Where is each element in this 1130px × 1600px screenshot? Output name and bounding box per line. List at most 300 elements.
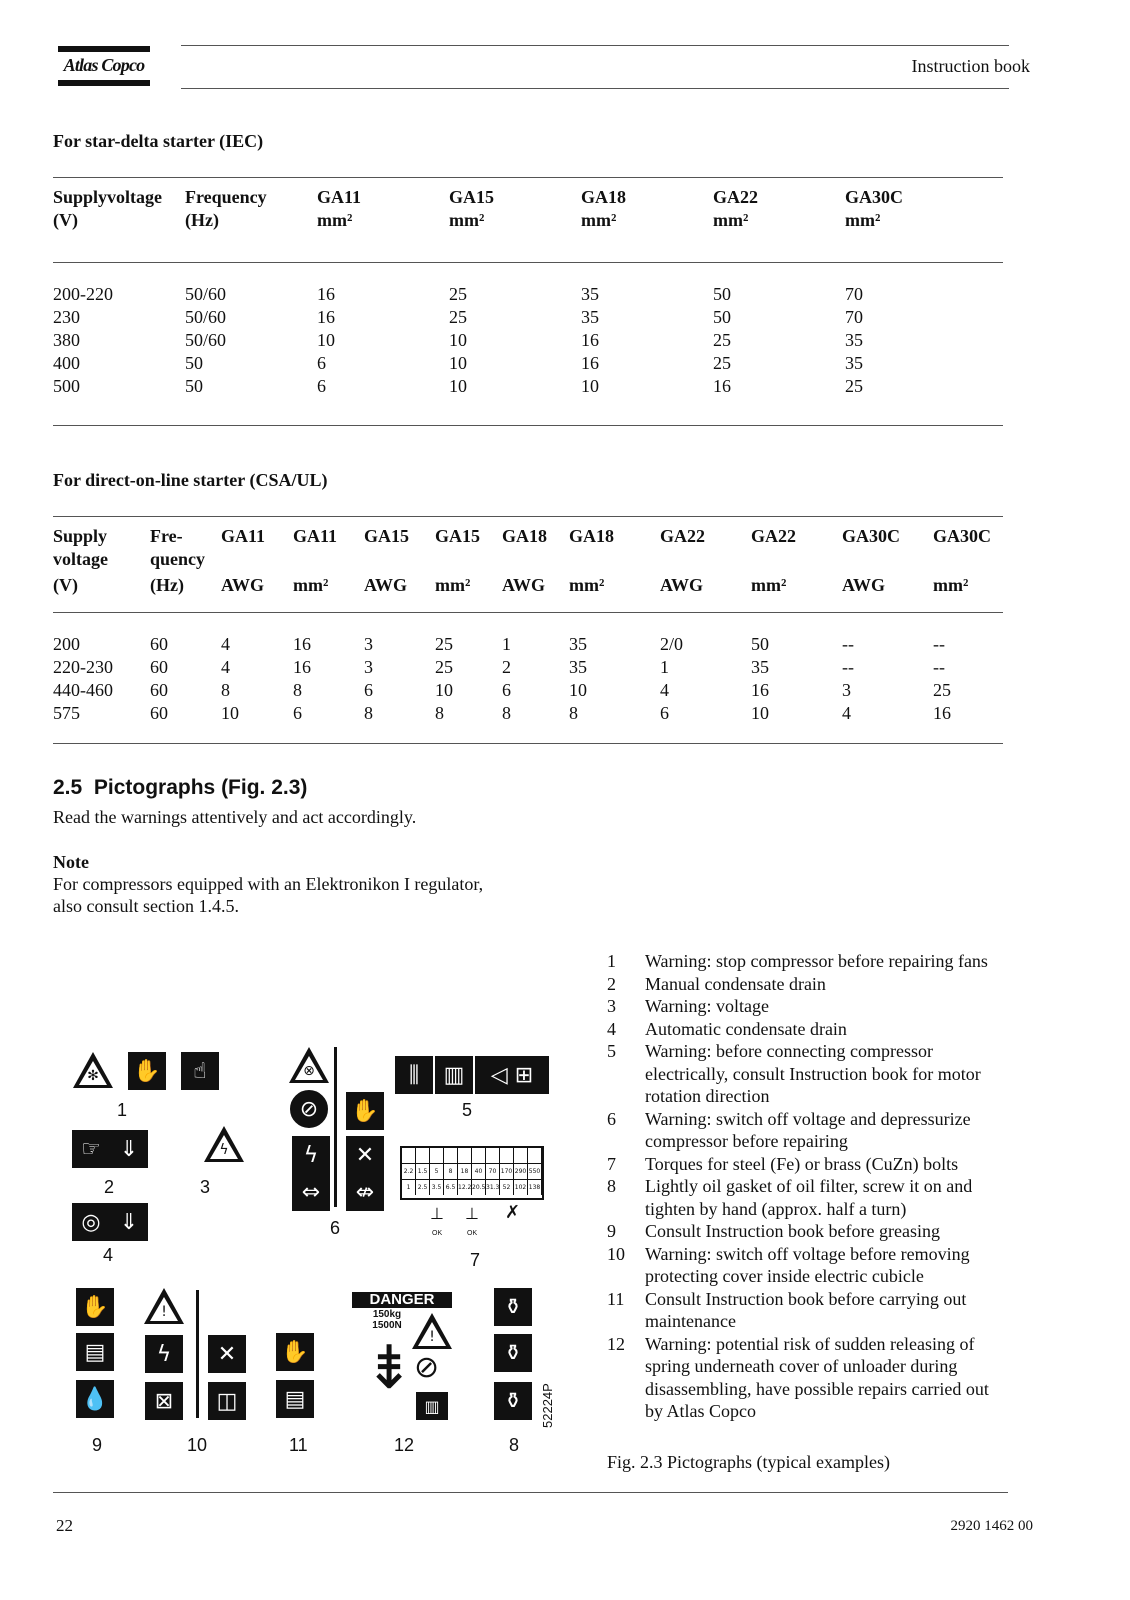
table-cell: 35 [845, 353, 863, 373]
logo-bar-bottom [58, 80, 150, 86]
legend-number: 8 [607, 1176, 616, 1196]
legend-line: Warning: switch off voltage before removing [645, 1243, 970, 1264]
column-header [569, 548, 660, 571]
table-cell: 2/0 [660, 634, 684, 654]
legend-line: Warning: voltage [645, 996, 770, 1016]
table-cell: 16 [293, 657, 311, 677]
column-header: mm² [435, 575, 471, 595]
oil-drop-icon: 💧 [76, 1380, 114, 1418]
column-header: AWG [364, 575, 408, 595]
table-cell: 60 [150, 657, 168, 677]
table-header-row [53, 186, 985, 209]
table-cell: 230 [53, 307, 80, 327]
table-cell: 220-230 [53, 657, 113, 677]
manual-icon: ✋ [346, 1092, 384, 1130]
column-header: mm² [845, 210, 881, 230]
column-header: mm² [317, 210, 353, 230]
table-cell: 35 [569, 634, 587, 654]
torque-cell: 31.3 [486, 1180, 500, 1195]
column-header: GA15 [449, 187, 494, 207]
table-header-row [53, 571, 1003, 597]
legend-text [645, 950, 1025, 973]
column-header: (Hz) [150, 575, 184, 595]
ok-label: OK [467, 1230, 478, 1237]
warning-icon: ! [412, 1313, 452, 1349]
legend-item [605, 973, 1025, 996]
manual-icon: ✋ [76, 1288, 114, 1326]
section-number: 2.5 [53, 776, 83, 799]
table-cell: 35 [581, 307, 599, 327]
legend-item [605, 1108, 1025, 1153]
table-cell: 10 [221, 703, 239, 723]
column-header: GA18 [502, 526, 547, 546]
table-header-row [53, 548, 1003, 571]
table-cell: 16 [581, 353, 599, 373]
book-icon: ▤ [76, 1333, 114, 1371]
column-header: mm² [933, 575, 969, 595]
torque-cell: 550 [528, 1164, 542, 1179]
legend-text [645, 1333, 1025, 1423]
legend-number: 6 [607, 1108, 616, 1129]
column-header [293, 548, 364, 571]
torque-cell: 18 [458, 1164, 472, 1179]
book-icon: ▥ [416, 1392, 448, 1420]
torque-table-icon [400, 1146, 544, 1200]
column-header: GA30C [842, 526, 900, 546]
page-number: 22 [56, 1516, 73, 1535]
legend-text [645, 973, 1025, 996]
table-cell: 3 [364, 657, 373, 677]
table-cell: 16 [317, 284, 335, 304]
table-cell: 35 [845, 330, 863, 350]
torque-cell: 20.5 [472, 1180, 486, 1195]
torque-cell: 3.5 [430, 1180, 444, 1195]
table-cell: 50 [751, 634, 769, 654]
table-row [53, 329, 985, 352]
note-line-2: also consult section 1.4.5. [53, 896, 239, 916]
column-header: voltage [53, 549, 108, 569]
torque-cell: 8 [444, 1164, 458, 1179]
csa-table-header [53, 525, 1003, 597]
table-cell: 10 [449, 330, 467, 350]
torque-cell [528, 1148, 542, 1163]
iec-rule-mid [53, 262, 1003, 263]
table-cell: 16 [713, 376, 731, 396]
legend-line: Consult Instruction book before carrying out [645, 1288, 967, 1309]
legend-item [605, 1040, 1025, 1108]
table-row [53, 283, 985, 306]
legend-line: Warning: before connecting compressor [645, 1041, 933, 1061]
legend-line: electrically, consult Instruction book for motor [645, 1063, 981, 1084]
legend-line: maintenance [645, 1311, 736, 1331]
spring-icon: ⇟ [364, 1334, 415, 1401]
lightning-icon: ϟ [292, 1136, 330, 1174]
table-cell: 575 [53, 703, 80, 723]
table-cell: 70 [845, 284, 863, 304]
legend-item [605, 1288, 1025, 1333]
table-cell: 10 [449, 376, 467, 396]
legend-item [605, 950, 1025, 973]
fig-label-12: 12 [394, 1435, 415, 1455]
table-cell: 25 [449, 307, 467, 327]
lightning-icon: ✕ [208, 1335, 246, 1373]
bolt-not-ok-icon: ✗ [505, 1202, 521, 1222]
table-cell: 8 [502, 703, 511, 723]
column-header: mm² [581, 210, 617, 230]
bolt-ok-icon: ⊥ [465, 1206, 479, 1223]
column-header [751, 548, 842, 571]
table-cell: 3 [364, 634, 373, 654]
legend-number: 1 [607, 951, 616, 971]
column-header [364, 548, 435, 571]
table-cell: 35 [581, 284, 599, 304]
column-header: mm² [449, 210, 485, 230]
danger-value-1: 150kg [372, 1309, 402, 1320]
table-cell: -- [933, 634, 945, 654]
legend-number: 5 [607, 1041, 616, 1061]
legend-number: 10 [607, 1243, 625, 1264]
column-header [842, 548, 933, 571]
torque-cell: 1.5 [416, 1164, 430, 1179]
fan-warning-icon: ⊗ [289, 1047, 329, 1083]
column-header: GA22 [751, 526, 796, 546]
column-header: (V) [53, 210, 78, 230]
column-header: GA11 [221, 526, 266, 546]
fig-label-11: 11 [289, 1435, 308, 1455]
table-cell: 10 [317, 330, 335, 350]
iec-table-body [53, 283, 985, 398]
table-cell: 3 [842, 680, 851, 700]
torque-cell: 138 [528, 1180, 542, 1195]
company-logo: Atlas Copco [63, 55, 145, 75]
fig-label-9: 9 [92, 1435, 103, 1455]
table-cell: 440-460 [53, 680, 113, 700]
column-header: GA15 [364, 526, 409, 546]
torque-cell: 1 [402, 1180, 416, 1195]
bolt-icon: ⇎ [346, 1173, 384, 1211]
legend-line: by Atlas Copco [645, 1401, 756, 1421]
table-cell: 50 [713, 307, 731, 327]
lightning-icon: ✕ [346, 1136, 384, 1174]
fig-label-6: 6 [330, 1218, 341, 1238]
column-header: AWG [660, 575, 704, 595]
table-cell: 16 [317, 307, 335, 327]
legend-text [645, 1018, 1025, 1041]
table-cell: 4 [221, 657, 230, 677]
column-header: GA15 [435, 526, 480, 546]
column-header: GA22 [713, 187, 758, 207]
table-cell: 25 [435, 657, 453, 677]
table-cell: 35 [569, 657, 587, 677]
pictograph-legend [605, 950, 1025, 1423]
table-cell: 16 [293, 634, 311, 654]
no-entry-icon: ⊘ [414, 1351, 440, 1384]
fan-warning-icon: ✻ [73, 1052, 113, 1088]
table-cell: 25 [713, 353, 731, 373]
table-cell: 8 [364, 703, 373, 723]
lightning-icon: ϟ [145, 1335, 183, 1373]
divider-line [334, 1047, 337, 1207]
legend-text [645, 1175, 1025, 1220]
table-cell: 8 [569, 703, 578, 723]
column-header [933, 548, 1003, 571]
torque-cell: 102 [514, 1180, 528, 1195]
oil-filter-icon: ⚱ [494, 1288, 532, 1326]
hand-icon: ☞ [72, 1130, 110, 1168]
legend-line: compressor before repairing [645, 1131, 848, 1151]
iec-rule-bottom [53, 425, 1003, 426]
voltage-warning-icon: ! [144, 1288, 184, 1324]
oil-filter-icon: ⚱ [494, 1334, 532, 1372]
table-cell: 380 [53, 330, 80, 350]
divider-line [196, 1290, 199, 1418]
column-header: mm² [293, 575, 329, 595]
cover-removal-icon: ⊠ [145, 1382, 183, 1420]
legend-text [645, 1108, 1025, 1153]
table-cell: 50 [713, 284, 731, 304]
table-cell: 1 [502, 634, 511, 654]
table-cell: 8 [293, 680, 302, 700]
bolt-icon: ⇔ [292, 1173, 330, 1211]
table-row [53, 633, 1003, 656]
table-header-row [53, 209, 985, 232]
legend-text [645, 1288, 1025, 1333]
torque-cell [416, 1148, 430, 1163]
table-cell: 25 [845, 376, 863, 396]
column-header: AWG [502, 575, 546, 595]
legend-line: Automatic condensate drain [645, 1018, 847, 1039]
column-header: mm² [713, 210, 749, 230]
legend-line: Lightly oil gasket of oil filter, screw it on and [645, 1176, 973, 1196]
book-icon: ▥ [435, 1056, 473, 1094]
legend-line: Warning: switch off voltage and depressurize [645, 1108, 971, 1129]
motor-icon: ◁ ⊞ [475, 1056, 549, 1094]
table-cell: 6 [364, 680, 373, 700]
table-cell: 60 [150, 680, 168, 700]
column-header [435, 548, 502, 571]
legend-item [605, 1243, 1025, 1288]
torque-cell: 6.5 [444, 1180, 458, 1195]
fig-label-5: 5 [462, 1100, 473, 1120]
torque-cell: 52 [500, 1180, 514, 1195]
column-header: quency [150, 549, 206, 569]
legend-line: Manual condensate drain [645, 973, 826, 994]
table-cell: -- [842, 634, 854, 654]
column-header: mm² [569, 575, 605, 595]
table-cell: 10 [569, 680, 587, 700]
table-cell: 16 [581, 330, 599, 350]
table-row [53, 679, 1003, 702]
cover-icon: ◫ [208, 1382, 246, 1420]
column-header: GA30C [933, 526, 991, 546]
legend-text [645, 1220, 1025, 1243]
voltage-icon: ⫼ [395, 1056, 433, 1094]
automatic-drain-icon: ◎ [72, 1203, 110, 1241]
legend-line: Warning: potential risk of sudden releasing of [645, 1333, 975, 1354]
legend-item [605, 1333, 1025, 1423]
torque-row [402, 1180, 542, 1195]
table-cell: -- [933, 657, 945, 677]
book-icon: ▤ [276, 1380, 314, 1418]
table-cell: 25 [435, 634, 453, 654]
torque-cell [402, 1148, 416, 1163]
legend-line: Consult Instruction book before greasing [645, 1221, 940, 1241]
legend-number: 3 [607, 996, 616, 1016]
table-cell: 50/60 [185, 284, 227, 304]
torque-cell [430, 1148, 444, 1163]
table-cell: 10 [435, 680, 453, 700]
fig-label-7: 7 [470, 1250, 481, 1270]
legend-line: tighten by hand (approx. half a turn) [645, 1198, 907, 1219]
legend-number: 9 [607, 1221, 616, 1241]
header-rule-top [181, 45, 1009, 46]
section-title: Pictographs (Fig. 2.3) [93, 776, 308, 799]
column-header: GA11 [317, 187, 362, 207]
legend-text [645, 1040, 1025, 1108]
torque-cell: 70 [486, 1164, 500, 1179]
column-header: AWG [221, 575, 265, 595]
table-cell: 50/60 [185, 330, 227, 350]
oil-filter-icon: ⚱ [494, 1382, 532, 1420]
doc-type: Instruction book [911, 56, 1030, 76]
iec-rule-top [53, 177, 1003, 178]
legend-number: 7 [607, 1153, 616, 1174]
legend-number: 11 [607, 1288, 625, 1309]
torque-cell: 5 [430, 1164, 444, 1179]
table-cell: 16 [751, 680, 769, 700]
table-cell: 6 [660, 703, 669, 723]
csa-table-body [53, 633, 1003, 725]
legend-number: 2 [607, 973, 616, 994]
column-header: Supplyvoltage [53, 187, 163, 207]
hand-icon: ☝ [181, 1052, 219, 1090]
column-header: (V) [53, 575, 78, 595]
table-cell: 400 [53, 353, 80, 373]
legend-item [605, 1175, 1025, 1220]
legend-line: Torques for steel (Fe) or brass (CuZn) bolts [645, 1153, 959, 1174]
torque-cell: 12.2 [458, 1180, 472, 1195]
csa-rule-top [53, 516, 1003, 517]
table-cell: 10 [581, 376, 599, 396]
torque-cell: 170 [500, 1164, 514, 1179]
table-row [53, 656, 1003, 679]
legend-item [605, 1153, 1025, 1176]
table-cell: 6 [502, 680, 511, 700]
table-cell: 50 [185, 353, 203, 373]
fig-label-1: 1 [117, 1100, 128, 1120]
column-header: mm² [751, 575, 787, 595]
fig-label-8: 8 [509, 1435, 520, 1455]
table-cell: 2 [502, 657, 511, 677]
legend-item [605, 995, 1025, 1018]
table-cell: 4 [842, 703, 851, 723]
column-header: GA22 [660, 526, 705, 546]
table-cell: 60 [150, 634, 168, 654]
table-cell: 200-220 [53, 284, 113, 304]
fig-label-3: 3 [200, 1177, 211, 1197]
column-header: AWG [842, 575, 886, 595]
table-cell: 25 [449, 284, 467, 304]
table-cell: 6 [317, 376, 326, 396]
torque-cell [472, 1148, 486, 1163]
column-header: GA11 [293, 526, 338, 546]
legend-item [605, 1018, 1025, 1041]
manual-icon: ✋ [276, 1333, 314, 1371]
legend-text [645, 995, 1025, 1018]
csa-rule-bottom [53, 743, 1003, 744]
fig-label-10: 10 [187, 1435, 208, 1455]
torque-cell [486, 1148, 500, 1163]
torque-cell [444, 1148, 458, 1163]
danger-value-2: 1500N [372, 1320, 402, 1331]
table-row [53, 702, 1003, 725]
legend-line: disassembling, have possible repairs carried out [645, 1378, 989, 1399]
column-header [660, 548, 751, 571]
fig-label-2: 2 [104, 1177, 115, 1197]
table-cell: 6 [317, 353, 326, 373]
note-line-1: For compressors equipped with an Elektronikon I regulator, [53, 874, 484, 894]
footer-rule [53, 1492, 1008, 1493]
column-header: Fre- [150, 526, 183, 546]
table-cell: 25 [713, 330, 731, 350]
legend-text [645, 1243, 1025, 1288]
bolt-ok-icon: ⊥ [430, 1206, 444, 1223]
table-cell: 70 [845, 307, 863, 327]
table-cell: 6 [293, 703, 302, 723]
legend-line: Warning: stop compressor before repairing fans [645, 951, 988, 971]
table-cell: 4 [660, 680, 669, 700]
torque-cell [500, 1148, 514, 1163]
table-row [53, 375, 985, 398]
legend-number: 4 [607, 1018, 616, 1039]
table-cell: 25 [933, 680, 951, 700]
column-header: GA18 [581, 187, 626, 207]
table-cell: 60 [150, 703, 168, 723]
table-header-row [53, 525, 1003, 548]
table-row [53, 306, 985, 329]
column-header: GA18 [569, 526, 614, 546]
legend-line: rotation direction [645, 1086, 770, 1106]
column-header: (Hz) [185, 210, 219, 230]
section-heading [53, 776, 307, 800]
table-cell: 8 [435, 703, 444, 723]
table-cell: 16 [933, 703, 951, 723]
table-cell: 35 [751, 657, 769, 677]
table-cell: 10 [449, 353, 467, 373]
iec-table-title: For star-delta starter (IEC) [53, 131, 264, 151]
table-cell: 200 [53, 634, 80, 654]
column-header [221, 548, 293, 571]
document-number: 2920 1462 00 [950, 1518, 1033, 1534]
torque-cell [458, 1148, 472, 1163]
logo-bar-top [58, 46, 150, 52]
note-label: Note [53, 852, 89, 872]
legend-number: 12 [607, 1333, 625, 1354]
danger-label: DANGER [352, 1292, 452, 1308]
drain-icon: ⇓ [110, 1130, 148, 1168]
torque-cell: 40 [472, 1164, 486, 1179]
torque-row [402, 1148, 542, 1164]
table-cell: 500 [53, 376, 80, 396]
column-header: Supply [53, 526, 108, 546]
figure-caption: Fig. 2.3 Pictographs (typical examples) [607, 1452, 890, 1472]
ok-label: OK [432, 1230, 443, 1237]
header-rule-bottom [181, 88, 1009, 89]
table-cell: -- [842, 657, 854, 677]
iec-table-header [53, 186, 985, 232]
table-cell: 1 [660, 657, 669, 677]
table-cell: 10 [751, 703, 769, 723]
